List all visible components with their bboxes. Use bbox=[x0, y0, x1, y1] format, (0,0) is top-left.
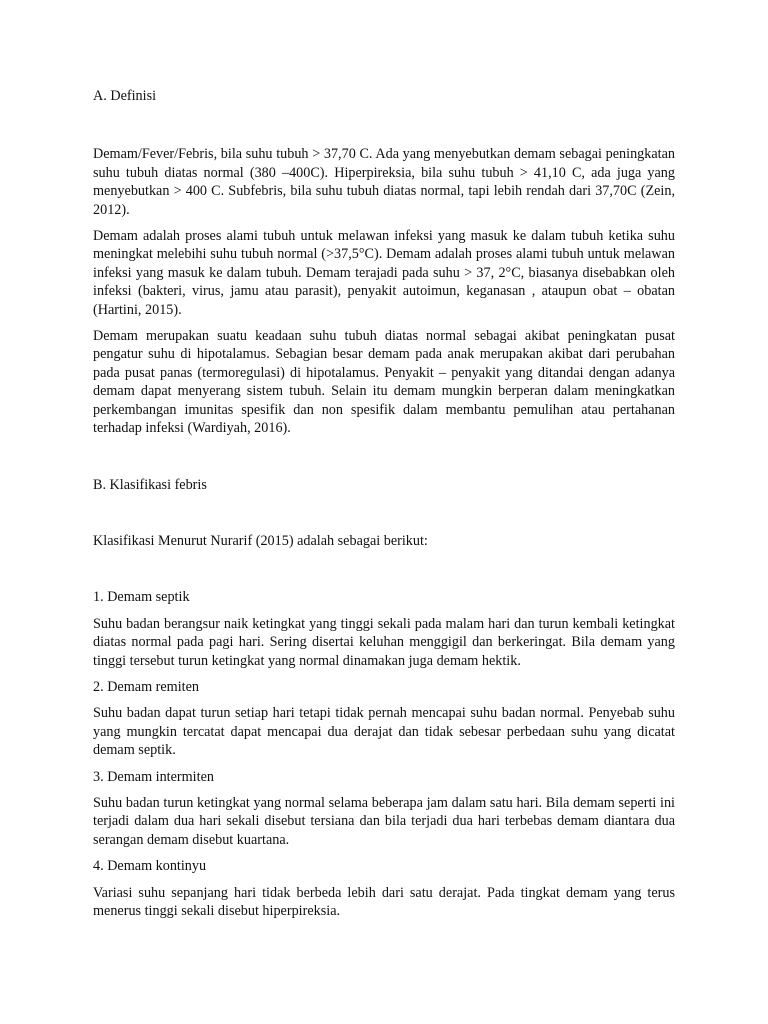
definition-paragraph-1: Demam/Fever/Febris, bila suhu tubuh > 37,70 C. Ada yang menyebutkan demam sebagai peningkatan suhu tubuh diatas normal (380 –400C). Hiperpireksia, bila suhu tubuh > 41,10 C, ada juga yang menyebutkan > 400 C. Subfebris, bila suhu tubuh diatas normal, tapi lebih rendah dari 37,70C (Zein, 2012). bbox=[93, 146, 675, 218]
section-b-heading: B. Klasifikasi febris bbox=[93, 476, 207, 493]
item-body-kontinyu: Variasi suhu sepanjang hari tidak berbeda lebih dari satu derajat. Pada tingkat demam yang terus menerus tinggi sekali disebut hiperpireksia. bbox=[93, 884, 675, 919]
section-a-heading: A. Definisi bbox=[93, 88, 157, 104]
document-body bbox=[93, 87, 675, 920]
item-title-kontinyu: 4. Demam kontinyu bbox=[93, 858, 207, 875]
item-body-septik: Suhu badan berangsur naik ketingkat yang tinggi sekali pada malam hari dan turun kembali ketingkat diatas normal pada pagi hari. Sering disertai keluhan menggigil dan berkeringat. Bila demam yang tinggi tersebut turun ketingkat yang normal dinamakan juga demam hektik. bbox=[93, 615, 675, 669]
classification-intro: Klasifikasi Menurut Nurarif (2015) adalah sebagai berikut: bbox=[93, 532, 428, 549]
item-title-septik: 1. Demam septik bbox=[93, 589, 190, 606]
definition-paragraph-3: Demam merupakan suatu keadaan suhu tubuh diatas normal sebagai akibat peningkatan pusat pengatur suhu di hipotalamus. Sebagian besar demam pada anak merupakan akibat dari perubahan pada pusat panas (termoregulasi) di hipotalamus. Penyakit – penyakit yang ditandai dengan adanya demam dapat menyerang sistem tubuh. Selain itu demam mungkin berperan dalam meningkatkan perkembangan imunitas spesifik dan non spesifik dalam membantu pemulihan atau pertahanan terhadap infeksi (Wardiyah, 2016). bbox=[93, 328, 675, 437]
item-title-intermiten: 3. Demam intermiten bbox=[93, 768, 214, 785]
item-body-intermiten: Suhu badan turun ketingkat yang normal selama beberapa jam dalam satu hari. Bila demam seperti ini terjadi dalam dua hari sekali disebut tersiana dan bila terjadi dua hari terbebas demam diantara dua serangan demam disebut kuartana. bbox=[93, 794, 675, 848]
definition-paragraph-2: Demam adalah proses alami tubuh untuk melawan infeksi yang masuk ke dalam tubuh ketika suhu meningkat melebihi suhu tubuh normal (>37,5°C). Demam adalah proses alami tubuh untuk melawan infeksi yang masuk ke dalam tubuh. Demam terajadi pada suhu > 37, 2°C, biasanya disebabkan oleh infeksi (bakteri, virus, jamu atau parasit), penyakit autoimun, keganasan , ataupun obat – obatan (Hartini, 2015). bbox=[93, 228, 675, 318]
item-body-remiten: Suhu badan dapat turun setiap hari tetapi tidak pernah mencapai suhu badan normal. Penyebab suhu yang mungkin tercatat dapat mencapai dua derajat dan tidak sebesar perbedaan suhu yang dicatat demam septik. bbox=[93, 705, 675, 759]
item-title-remiten: 2. Demam remiten bbox=[93, 678, 199, 695]
